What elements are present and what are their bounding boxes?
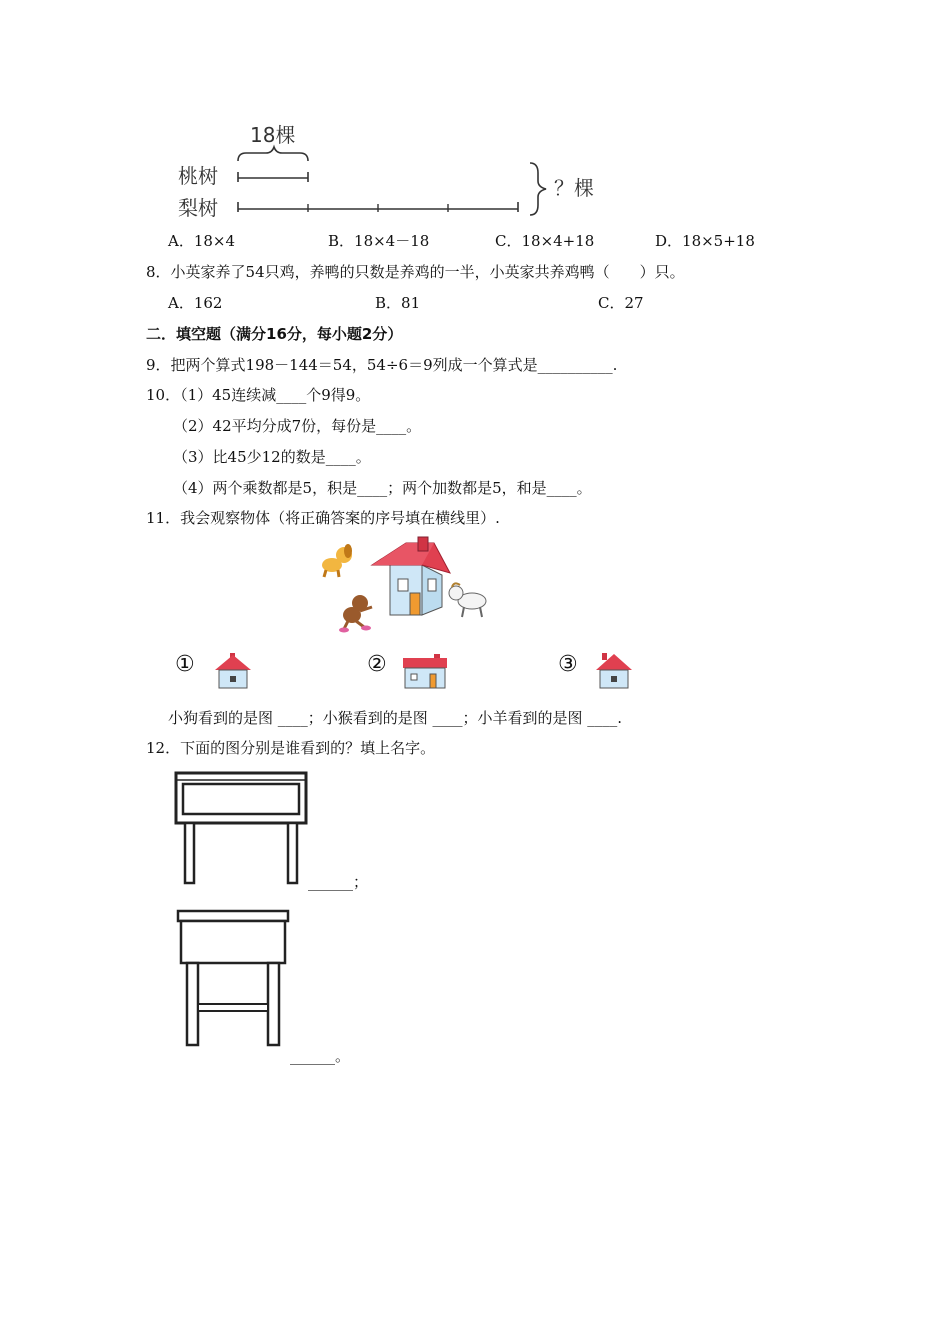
- q7-option-b: B．18×4－18: [328, 232, 430, 250]
- q7-option-d: D．18×5+18: [655, 232, 755, 250]
- q12-blank-1: ______；: [308, 873, 369, 891]
- q8-option-b: B．81: [375, 294, 421, 312]
- q7-option-a: A．18×4: [168, 232, 236, 250]
- q8-question: 8．小英家养了54只鸡，养鸭的只数是养鸡的一半，小英家共养鸡鸭（ ）只。: [146, 263, 685, 281]
- house-front-view-icon: [213, 650, 253, 690]
- house-back-view-icon: [594, 650, 634, 690]
- q8-option-c: C．27: [598, 294, 644, 312]
- pear-label: 梨树: [178, 196, 218, 220]
- question-label: ？棵: [554, 176, 594, 200]
- view-number-1: ①: [175, 652, 195, 677]
- house-scene-illustration: [310, 535, 495, 635]
- q9-question: 9．把两个算式198－144＝54，54÷6＝9列成一个算式是__________.: [146, 356, 618, 374]
- q12-blank-2: ______。: [290, 1047, 351, 1065]
- desk-side-view-illustration: [175, 908, 291, 1048]
- view-number-2: ②: [367, 652, 387, 677]
- desk-front-view-illustration: [173, 770, 309, 886]
- tree-diagram: [170, 115, 610, 225]
- q7-option-c: C．18×4+18: [495, 232, 595, 250]
- q11-question: 11．我会观察物体（将正确答案的序号填在横线里）.: [146, 509, 500, 527]
- q10-line-2: （2）42平均分成7份，每份是____。: [173, 417, 422, 435]
- q10-line-4: （4）两个乘数都是5，积是____；两个加数都是5，和是____。: [173, 479, 592, 497]
- q10-line-3: （3）比45少12的数是____。: [173, 448, 371, 466]
- q10-line-1: 10．（1）45连续减____个9得9。: [146, 386, 371, 404]
- q8-option-a: A．162: [168, 294, 223, 312]
- section-title: 二．填空题（满分16分，每小题2分）: [146, 325, 403, 343]
- q11-answer-line: 小狗看到的是图 ____；小猴看到的是图 ____；小羊看到的是图 ____.: [168, 709, 623, 727]
- peach-label: 桃树: [178, 164, 218, 188]
- view-option-2: [367, 650, 457, 692]
- view-option-1: [175, 650, 255, 692]
- count-label: 18棵: [250, 123, 296, 147]
- view-option-3: [558, 650, 638, 692]
- q12-question: 12．下面的图分别是谁看到的？填上名字。: [146, 739, 436, 757]
- house-side-view-icon: [402, 654, 448, 690]
- view-number-3: ③: [558, 652, 578, 677]
